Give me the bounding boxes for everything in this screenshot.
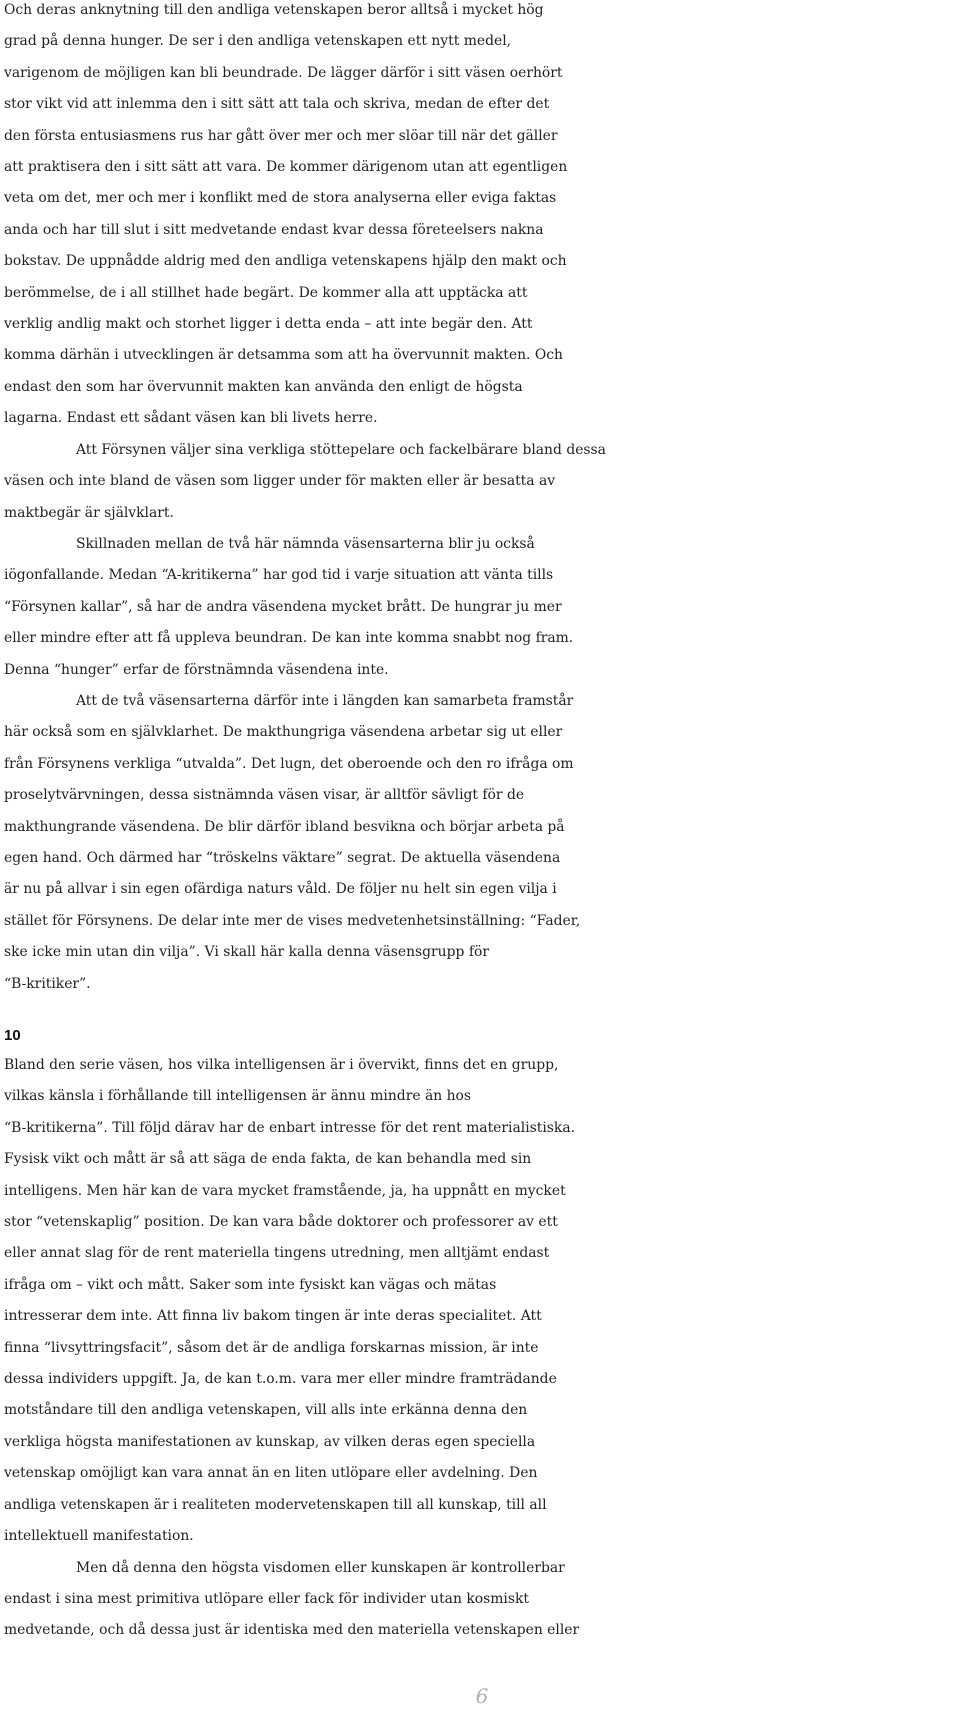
text-line: här också som en självklarhet. De makthungriga väsendena arbetar sig ut eller — [4, 724, 563, 741]
text-line: endast i sina mest primitiva utlöpare eller fack för individer utan kosmiskt — [4, 1590, 529, 1607]
text-line: makthungrande väsendena. De blir därför ibland besvikna och börjar arbeta på — [4, 818, 565, 835]
text-line: finna “livsyttringsfacit”, såsom det är de andliga forskarnas mission, är inte — [4, 1339, 539, 1356]
text-line: Men då denna den högsta visdomen eller kunskapen är kontrollerbar — [76, 1559, 565, 1576]
section-number: 10 — [4, 1027, 21, 1044]
text-line: proselytvärvningen, dessa sistnämnda väsen visar, är alltför sävligt för de — [4, 787, 525, 804]
text-line: vetenskap omöjligt kan vara annat än en liten utlöpare eller avdelning. Den — [4, 1465, 538, 1482]
text-line: grad på denna hunger. De ser i den andliga vetenskapen ett nytt medel, — [4, 33, 512, 50]
text-line: Skillnaden mellan de två här nämnda väsensarterna blir ju också — [76, 535, 535, 552]
text-line: Bland den serie väsen, hos vilka intelligensen är i övervikt, finns det en grupp, — [4, 1057, 559, 1073]
text-line: komma därhän i utvecklingen är detsamma som att ha övervunnit makten. Och — [4, 347, 564, 364]
text-line: medvetande, och då dessa just är identiska med den materiella vetenskapen eller — [4, 1622, 580, 1639]
paragraph — [4, 686, 960, 1000]
page-number: 6 — [475, 1684, 489, 1708]
paragraph — [4, 529, 960, 686]
text-line: stället för Försynens. De delar inte mer de vises medvetenhetsinställning: “Fader, — [4, 912, 581, 929]
text-line: andliga vetenskapen är i realiteten modervetenskapen till all kunskap, till all — [4, 1496, 547, 1513]
text-line: att praktisera den i sitt sätt att vara. De kommer därigenom utan att egentligen — [4, 159, 568, 176]
text-line: eller annat slag för de rent materiella tingens utredning, men alltjämt endast — [4, 1245, 550, 1262]
text-line: varigenom de möjligen kan bli beundrade. De lägger därför i sitt väsen oerhört — [4, 64, 563, 81]
text-line: Att Försynen väljer sina verkliga stöttepelare och fackelbärare bland dessa — [76, 441, 606, 458]
text-line: eller mindre efter att få uppleva beundran. De kan inte komma snabbt nog fram. — [4, 630, 574, 647]
text-line: maktbegär är självklart. — [4, 504, 174, 521]
body-text-section-one — [4, 0, 960, 1000]
text-line: “B-kritiker”. — [4, 975, 91, 992]
text-line: ifråga om – vikt och mått. Saker som inte fysiskt kan vägas och mätas — [4, 1276, 497, 1293]
text-line: vilkas känsla i förhållande till intelligensen är ännu mindre än hos — [4, 1088, 472, 1105]
body-text-section-two — [4, 1050, 960, 1647]
text-line: iögonfallande. Medan “A-kritikerna” har god tid i varje situation att vänta tills — [4, 567, 554, 584]
text-line: är nu på allvar i sin egen ofärdiga naturs våld. De följer nu helt sin egen vilja i — [4, 881, 557, 898]
text-line: motståndare till den andliga vetenskapen, vill alls inte erkänna denna den — [4, 1402, 528, 1419]
text-line: intresserar dem inte. Att finna liv bakom tingen är inte deras specialitet. Att — [4, 1308, 542, 1325]
text-line: den första entusiasmens rus har gått över mer och mer slöar till när det gäller — [4, 127, 558, 144]
paragraph — [4, 1553, 960, 1647]
text-line: dessa individers uppgift. Ja, de kan t.o.m. vara mer eller mindre framträdande — [4, 1371, 557, 1388]
text-line: väsen och inte bland de väsen som ligger under för makten eller är besatta av — [4, 473, 556, 490]
text-line: Fysisk vikt och mått är så att säga de enda fakta, de kan behandla med sin — [4, 1151, 532, 1168]
paragraph — [4, 435, 960, 529]
text-line: intellektuell manifestation. — [4, 1528, 194, 1545]
text-line: bokstav. De uppnådde aldrig med den andliga vetenskapens hjälp den makt och — [4, 253, 567, 270]
text-line: verkliga högsta manifestationen av kunskap, av vilken deras egen speciella — [4, 1433, 536, 1450]
text-line: berömmelse, de i all stillhet hade begärt. De kommer alla att upptäcka att — [4, 284, 528, 301]
paragraph — [4, 0, 960, 435]
text-line: verklig andlig makt och storhet ligger i detta enda – att inte begär den. Att — [4, 316, 533, 333]
paragraph — [4, 1050, 960, 1553]
text-line: stor vikt vid att inlemma den i sitt sätt att tala och skriva, medan de efter det — [4, 96, 550, 113]
text-line: Denna “hunger” erfar de förstnämnda väsendena inte. — [4, 661, 389, 678]
text-line: ske icke min utan din vilja”. Vi skall här kalla denna väsensgrupp för — [4, 944, 489, 961]
text-line: stor “vetenskaplig” position. De kan vara både doktorer och professorer av ett — [4, 1214, 558, 1231]
text-line: intelligens. Men här kan de vara mycket framstående, ja, ha uppnått en mycket — [4, 1182, 566, 1199]
document-page — [4, 0, 960, 1709]
text-line: “B-kritikerna”. Till följd därav har de enbart intresse för det rent materialistiska. — [4, 1119, 576, 1136]
text-line: “Försynen kallar”, så har de andra väsendena mycket brått. De hungrar ju mer — [4, 598, 562, 615]
text-line: endast den som har övervunnit makten kan använda den enligt de högsta — [4, 378, 523, 395]
text-line: Att de två väsensarterna därför inte i längden kan samarbeta framstår — [76, 692, 574, 709]
text-line: egen hand. Och därmed har “tröskelns väktare” segrat. De aktuella väsendena — [4, 849, 561, 866]
text-line: lagarna. Endast ett sådant väsen kan bli livets herre. — [4, 410, 378, 427]
text-line: från Försynens verkliga “utvalda”. Det lugn, det oberoende och den ro ifråga om — [4, 755, 574, 772]
text-line: anda och har till slut i sitt medvetande endast kvar dessa företeelsers nakna — [4, 221, 544, 238]
text-line: veta om det, mer och mer i konflikt med de stora analyserna eller eviga faktas — [4, 190, 557, 207]
text-line: Och deras anknytning till den andliga vetenskapen beror alltså i mycket hög — [4, 2, 544, 18]
